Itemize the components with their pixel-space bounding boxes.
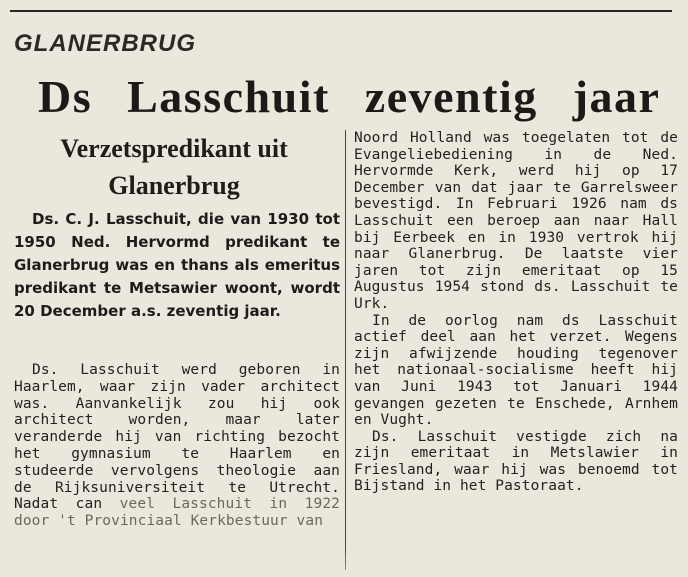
article-headline: Ds Lasschuit zeventig jaar <box>38 71 661 122</box>
article-subhead: Verzetspredikant uit Glanerbrug <box>60 134 288 200</box>
article-kicker: GLANERBRUG <box>14 30 196 57</box>
body-left-text: Ds. Lasschuit werd geboren in Haarlem, waar zijn vader architect was. Aanvankelijk zou hij ook architect worden, maar later veranderde hij van richting bezocht het gymnasium te Haarlem en studeerde vervolgens theologie aan de Rijksuniversiteit te Utrecht. Nadat can <box>14 362 340 513</box>
top-rule <box>10 10 672 12</box>
body-right-paragraph-1: Noord Holland was toegelaten tot de Evangeliebediening in de Ned. Hervormde Kerk, werd hij op 17 December van dat jaar te Garrelsweer bevestigd. In Februari 1926 nam ds Lasschuit een beroep aan naar Hall bij Eerbeek en in 1930 vertrok hij naar Glanerbrug. De laatste vier jaren tot zijn emeritaat op 15 Augustus 1954 stond ds. Lasschuit te Urk. <box>354 130 678 312</box>
article-lead: Ds. C. J. Lasschuit, die van 1930 tot 1950 Ned. Hervormd predikant te Glanerbrug was en thans als emeritus predikant te Metsawier woont, wordt 20 December a.s. zeventig jaar. <box>14 210 340 320</box>
article-body-left <box>14 362 340 530</box>
body-left-faded-text: veel Lasschuit in 1922 door 't Provinciaal Kerkbestuur van <box>14 496 340 530</box>
article-body-right <box>354 130 678 495</box>
body-right-paragraph-3: Ds. Lasschuit vestigde zich na zijn emeritaat in Metslawier in Friesland, waar hij was benoemd tot Bijstand in het Pastoraat. <box>354 428 678 495</box>
bottom-fade <box>0 548 688 577</box>
column-divider <box>345 130 346 570</box>
body-right-paragraph-2: In de oorlog nam ds Lasschuit actief deel aan het verzet. Wegens zijn afwijzende houding tegenover het nationaal-socialisme heeft hij van Juni 1943 tot Januari 1944 gevangen gezeten te Enschede, Arnhem en Vught. <box>354 312 678 429</box>
